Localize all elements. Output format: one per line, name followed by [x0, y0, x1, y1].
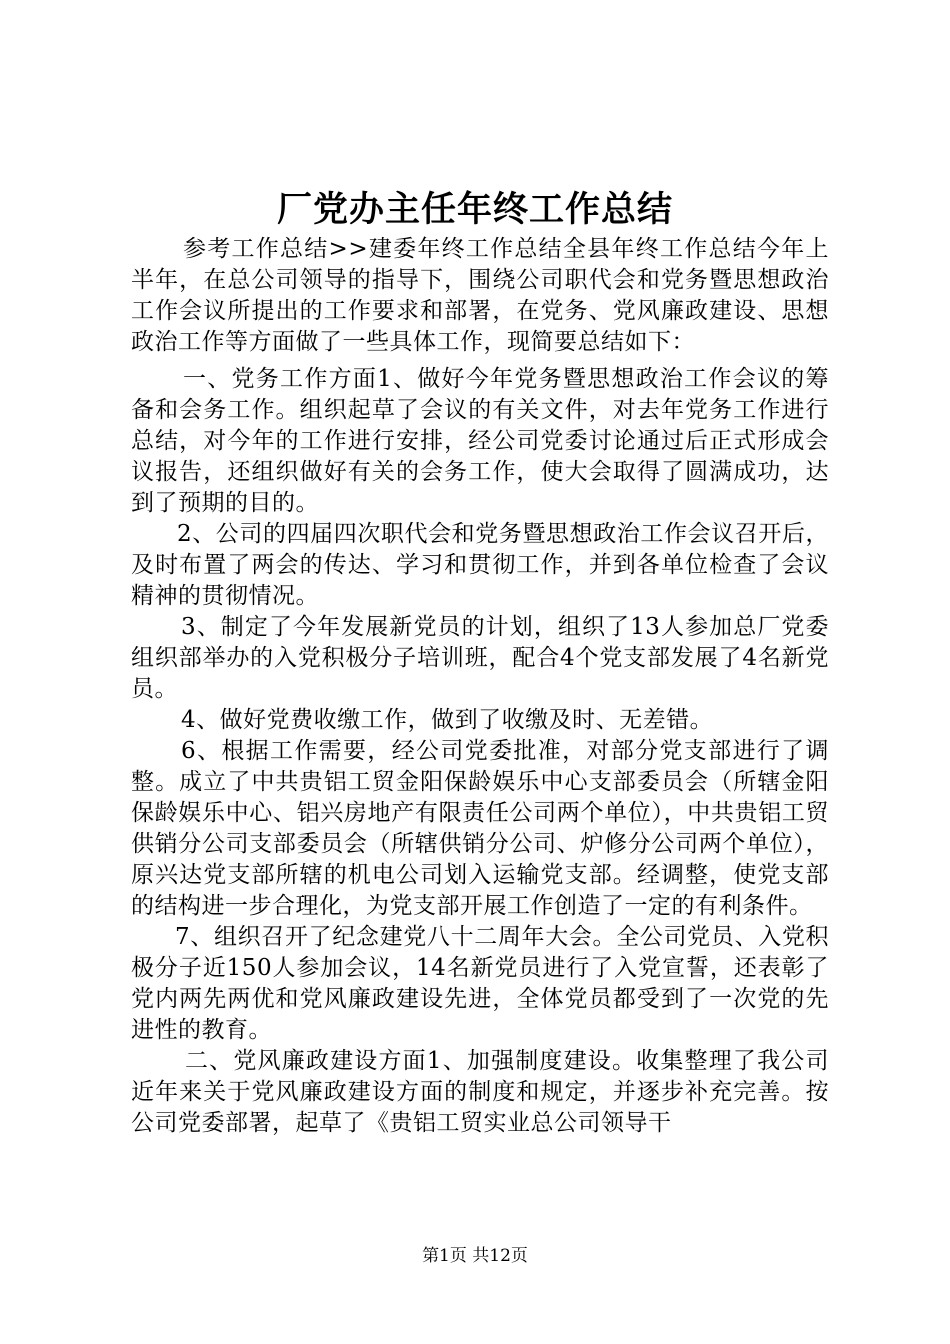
paragraph-item-4: 4、做好党费收缴工作，做到了收缴及时、无差错。	[181, 707, 714, 733]
paragraph-item-6: 6、根据工作需要，经公司党委批准，对部分党支部进行了调整。成立了中共贵铝工贸金阳保龄娱乐中心支部委员会（所辖金阳保龄娱乐中心、铝兴房地产有限责任公司两个单位），中共贵铝工贸供销分公司支部委员会（所辖供销分公司、炉修分公司两个单位），原兴达党支部所辖的机电公司划入运输党支部。经调整，使党支部的结构进一步合理化，为党支部开展工作创造了一定的有利条件。	[131, 738, 829, 919]
paragraph-item-3: 3、制定了今年发展新党员的计划，组织了13人参加总厂党委组织部举办的入党积极分子培训班，配合4个党支部发展了4名新党员。	[131, 614, 829, 702]
page-number-footer: 第1页 共12页	[422, 1246, 528, 1266]
paragraph-item-2: 2、公司的四届四次职代会和党务暨思想政治工作会议召开后，及时布置了两会的传达、学习和贯彻工作，并到各单位检查了会议精神的贯彻情况。	[131, 521, 829, 609]
document-body	[131, 234, 829, 1139]
document-title: 厂党办主任年终工作总结	[276, 189, 673, 230]
paragraph-intro: 参考工作总结>>建委年终工作总结全县年终工作总结今年上半年，在总公司领导的指导下，围绕公司职代会和党务暨思想政治工作会议所提出的工作要求和部署，在党务、党风廉政建设、思想政治工作等方面做了一些具体工作，现简要总结如下：	[131, 236, 829, 355]
paragraph-party-affairs: 一、党务工作方面1、做好今年党务暨思想政治工作会议的筹备和会务工作。组织起草了会议的有关文件，对去年党务工作进行总结，对今年的工作进行安排，经公司党委讨论通过后正式形成会议报告，还组织做好有关的会务工作，使大会取得了圆满成功，达到了预期的目的。	[131, 366, 829, 516]
paragraph-integrity: 二、党风廉政建设方面1、加强制度建设。收集整理了我公司近年来关于党风廉政建设方面的制度和规定，并逐步补充完善。按公司党委部署，起草了《贵铝工贸实业总公司领导干	[131, 1048, 829, 1136]
paragraph-item-7: 7、组织召开了纪念建党八十二周年大会。全公司党员、入党积极分子近150人参加会议，14名新党员进行了入党宣誓，还表彰了党内两先两优和党风廉政建设先进，全体党员都受到了一次党的先进性的教育。	[131, 924, 829, 1043]
